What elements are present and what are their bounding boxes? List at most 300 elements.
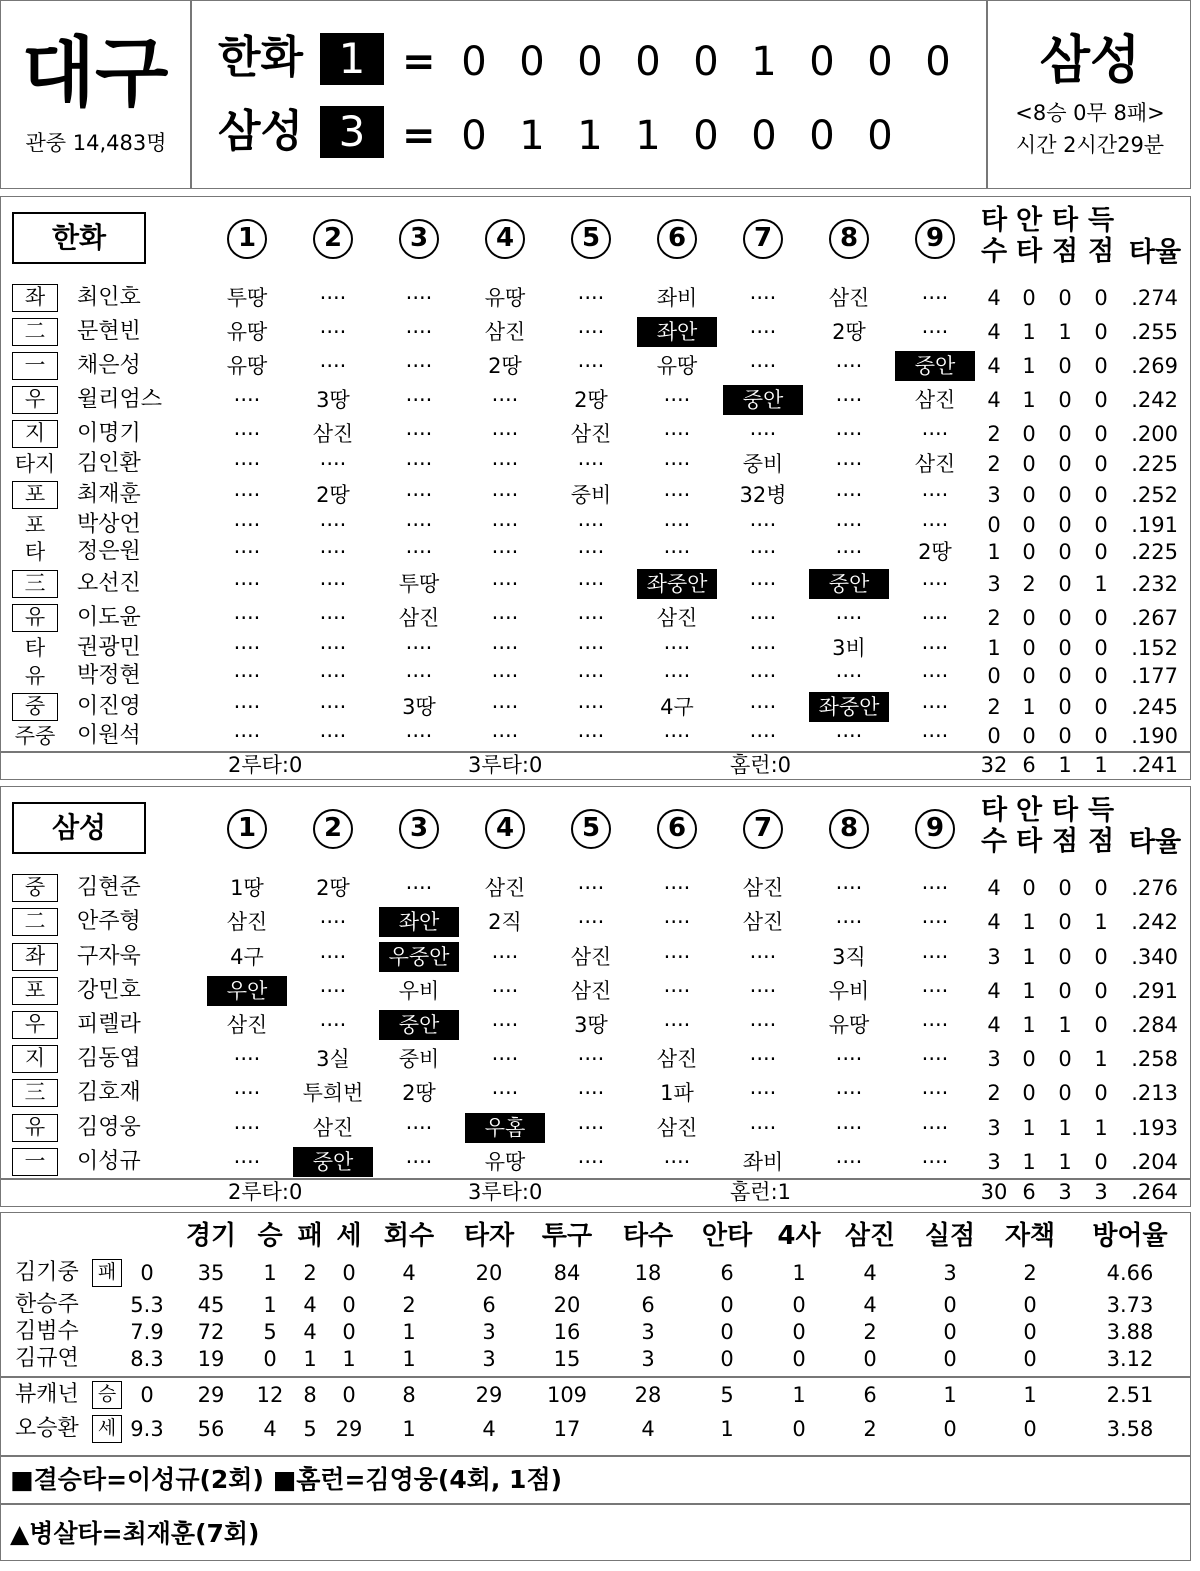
stat-r: 1 [1094, 910, 1108, 934]
decision-badge: 세 [92, 1415, 122, 1443]
player-name: 문현빈 [77, 319, 141, 344]
pitching-header: 경기 [185, 1221, 237, 1251]
position-badge: 좌 [12, 284, 58, 312]
inning-score: 0 [577, 39, 603, 85]
stat-ab: 3 [987, 483, 1001, 507]
at-bat-result: ···· [577, 452, 605, 476]
pitching-header: 승 [257, 1221, 283, 1251]
pitching-stat: 35 [197, 1261, 225, 1285]
pitching-stat: 5 [263, 1320, 277, 1344]
pitching-stat: 84 [553, 1261, 581, 1285]
pitching-stat: 0 [943, 1293, 957, 1317]
pitching-header: 자책 [1004, 1221, 1056, 1251]
position-badge: 지 [12, 420, 58, 448]
batting-avg: .190 [1131, 724, 1178, 748]
pitching-stat: 0 [263, 1347, 277, 1371]
stat-r: 1 [1094, 572, 1108, 596]
at-bat-result: ···· [749, 606, 777, 630]
position-badge: 중 [12, 874, 58, 902]
stat-h: 0 [1022, 422, 1036, 446]
batting-avg: .225 [1131, 540, 1178, 564]
at-bat-result: 삼진 [656, 1047, 698, 1071]
at-bat-result: ···· [491, 606, 519, 630]
at-bat-result: ···· [577, 286, 605, 310]
stat-ab: 4 [987, 286, 1001, 310]
stat-h: 0 [1022, 513, 1036, 537]
at-bat-result: ···· [491, 724, 519, 748]
stat-header: 점 [1051, 826, 1079, 857]
at-bat-result: 삼진 [226, 1013, 268, 1037]
batting-avg: .242 [1131, 388, 1178, 412]
at-bat-result: ···· [577, 1047, 605, 1071]
inning-header-3: 3 [399, 809, 439, 849]
position-badge: 三 [12, 570, 58, 598]
stat-rbi: 0 [1058, 724, 1072, 748]
hit-result: 우중안 [379, 942, 459, 972]
at-bat-result: ···· [491, 979, 519, 1003]
stat-r: 0 [1094, 1150, 1108, 1174]
at-bat-result: ···· [233, 452, 261, 476]
at-bat-result: ···· [491, 540, 519, 564]
avg-header: 타율 [1128, 237, 1182, 268]
pitching-stat: 1 [943, 1383, 957, 1407]
inning-score: 0 [867, 113, 893, 159]
at-bat-result: 삼진 [656, 1116, 698, 1140]
player-name: 박정현 [77, 663, 141, 688]
pitching-stat: 19 [197, 1347, 225, 1371]
total-avg: .264 [1131, 1180, 1178, 1204]
at-bat-result: 유땅 [484, 286, 526, 310]
homerun-count: 홈런:0 [730, 753, 792, 777]
batting-avg: .177 [1131, 664, 1178, 688]
at-bat-result: 2땅 [402, 1081, 436, 1105]
at-bat-result: 2땅 [574, 388, 608, 412]
inning-score: 0 [809, 39, 835, 85]
at-bat-result: ···· [577, 636, 605, 660]
at-bat-result: ···· [749, 354, 777, 378]
pitching-stat: 4 [641, 1417, 655, 1441]
at-bat-result: 3땅 [574, 1013, 608, 1037]
stat-rbi: 0 [1058, 388, 1072, 412]
inning-score: 0 [693, 39, 719, 85]
inning-score: 0 [925, 39, 951, 85]
pitcher-entry: 5.3 [130, 1293, 164, 1317]
pitching-stat: 6 [482, 1293, 496, 1317]
pitching-stat: 3 [641, 1347, 655, 1371]
at-bat-result: 4구 [230, 945, 264, 969]
stat-rbi: 0 [1058, 513, 1072, 537]
total-rbi: 1 [1058, 753, 1072, 777]
at-bat-result: ···· [319, 664, 347, 688]
at-bat-result: ···· [835, 876, 863, 900]
stat-header: 점 [1051, 236, 1079, 267]
stat-rbi: 0 [1058, 695, 1072, 719]
stat-r: 0 [1094, 513, 1108, 537]
at-bat-result: 2땅 [488, 354, 522, 378]
pitching-stat: 1 [263, 1261, 277, 1285]
at-bat-result: ···· [749, 320, 777, 344]
at-bat-result: ···· [921, 1047, 949, 1071]
pitching-stat: 0 [792, 1293, 806, 1317]
at-bat-result: ···· [577, 540, 605, 564]
batting-avg: .225 [1131, 452, 1178, 476]
stat-h: 0 [1022, 452, 1036, 476]
at-bat-result: ···· [921, 422, 949, 446]
at-bat-result: ···· [233, 483, 261, 507]
at-bat-result: ···· [921, 1150, 949, 1174]
at-bat-result: ···· [663, 636, 691, 660]
stat-r: 1 [1094, 1116, 1108, 1140]
pitching-stat: 6 [863, 1383, 877, 1407]
at-bat-result: ···· [491, 513, 519, 537]
at-bat-result: ···· [405, 540, 433, 564]
at-bat-result: ···· [405, 483, 433, 507]
at-bat-result: ···· [749, 422, 777, 446]
at-bat-result: ···· [749, 636, 777, 660]
at-bat-result: ···· [921, 1081, 949, 1105]
pitching-stat: 4 [303, 1293, 317, 1317]
at-bat-result: ···· [491, 1081, 519, 1105]
at-bat-result: ···· [749, 724, 777, 748]
pitching-stat: 2.51 [1106, 1383, 1154, 1407]
inning-header-8: 8 [829, 809, 869, 849]
at-bat-result: ···· [405, 354, 433, 378]
at-bat-result: ···· [577, 606, 605, 630]
stat-h: 1 [1022, 354, 1036, 378]
stat-header: 타 [1051, 795, 1079, 826]
at-bat-result: 2땅 [316, 876, 350, 900]
pitching-header: 실점 [924, 1221, 976, 1251]
at-bat-result: ···· [491, 636, 519, 660]
stat-header: 타 [980, 205, 1008, 236]
pitching-stat: 2 [863, 1320, 877, 1344]
stat-header: 타 [1015, 236, 1043, 267]
inning-header-8: 8 [829, 219, 869, 259]
pitching-stat: 2 [1023, 1261, 1037, 1285]
stat-rbi: 0 [1058, 945, 1072, 969]
at-bat-result: ···· [233, 540, 261, 564]
player-name: 최인호 [77, 285, 141, 310]
inning-score: 0 [809, 113, 835, 159]
player-name: 김현준 [77, 875, 141, 900]
at-bat-result: ···· [233, 664, 261, 688]
stat-h: 1 [1022, 695, 1036, 719]
pitcher-entry: 7.9 [130, 1320, 164, 1344]
at-bat-result: 삼진 [914, 388, 956, 412]
at-bat-result: ···· [921, 636, 949, 660]
at-bat-result: ···· [233, 1081, 261, 1105]
at-bat-result: ···· [749, 513, 777, 537]
stat-header: 득 [1087, 795, 1115, 826]
pitching-header: 삼진 [844, 1221, 896, 1251]
batting-avg: .213 [1131, 1081, 1178, 1105]
position-badge: 二 [12, 318, 58, 346]
at-bat-result: 3실 [316, 1047, 350, 1071]
pitcher-entry: 9.3 [130, 1417, 164, 1441]
at-bat-result: ···· [921, 695, 949, 719]
at-bat-result: ···· [921, 286, 949, 310]
pitching-stat: 5 [303, 1417, 317, 1441]
stat-h: 1 [1022, 910, 1036, 934]
stat-rbi: 1 [1058, 1013, 1072, 1037]
position-badge: 유 [12, 604, 58, 632]
pitching-stat: 0 [943, 1347, 957, 1371]
scoreboard-divider-left [190, 0, 192, 189]
position-badge: 유 [24, 664, 46, 688]
pitching-stat: 2 [863, 1417, 877, 1441]
pitching-stat: 1 [402, 1417, 416, 1441]
pitcher-entry: 8.3 [130, 1347, 164, 1371]
at-bat-result: 삼진 [570, 422, 612, 446]
pitching-header: 타자 [463, 1221, 515, 1251]
stat-rbi: 0 [1058, 664, 1072, 688]
stat-h: 0 [1022, 483, 1036, 507]
at-bat-result: 삼진 [742, 910, 784, 934]
pitching-header: 타수 [622, 1221, 674, 1251]
stat-r: 0 [1094, 695, 1108, 719]
at-bat-result: ···· [577, 320, 605, 344]
stat-ab: 3 [987, 572, 1001, 596]
stat-h: 1 [1022, 1013, 1036, 1037]
stat-rbi: 0 [1058, 540, 1072, 564]
batting-avg: .269 [1131, 354, 1178, 378]
at-bat-result: ···· [319, 606, 347, 630]
batting-avg: .191 [1131, 513, 1178, 537]
home-eq: = [402, 113, 436, 159]
at-bat-result: 3직 [832, 945, 866, 969]
at-bat-result: ···· [835, 483, 863, 507]
at-bat-result: ···· [319, 572, 347, 596]
batting-avg: .152 [1131, 636, 1178, 660]
at-bat-result: ···· [319, 452, 347, 476]
stadium-name: 대구 [21, 28, 169, 117]
pitching-stat: 0 [1023, 1320, 1037, 1344]
stat-ab: 0 [987, 513, 1001, 537]
at-bat-result: 투희번 [302, 1081, 364, 1105]
total-r: 1 [1094, 753, 1108, 777]
at-bat-result: ···· [835, 452, 863, 476]
at-bat-result: ···· [491, 695, 519, 719]
note-double-play: ▲병살타=최재훈(7회) [10, 1519, 260, 1548]
stat-header: 타 [1015, 826, 1043, 857]
position-badge: 포 [12, 481, 58, 509]
stat-ab: 3 [987, 945, 1001, 969]
stat-ab: 2 [987, 695, 1001, 719]
pitching-stat: 3.58 [1106, 1417, 1154, 1441]
pitching-stat: 3.73 [1106, 1293, 1154, 1317]
stat-rbi: 0 [1058, 910, 1072, 934]
home-team-name: 삼성 [218, 106, 304, 157]
at-bat-result: ···· [749, 979, 777, 1003]
at-bat-result: 1땅 [230, 876, 264, 900]
at-bat-result: ···· [749, 1013, 777, 1037]
stat-r: 1 [1094, 1047, 1108, 1071]
pitching-stat: 0 [342, 1261, 356, 1285]
player-name: 강민호 [77, 978, 141, 1003]
at-bat-result: 삼진 [570, 945, 612, 969]
at-bat-result: ···· [835, 1047, 863, 1071]
position-badge: 중 [12, 693, 58, 721]
at-bat-result: ···· [835, 910, 863, 934]
at-bat-result: 삼진 [484, 876, 526, 900]
pitching-stat: 45 [197, 1293, 225, 1317]
stat-r: 0 [1094, 540, 1108, 564]
note-winning-hit: ■결승타=이성규(2회) ■홈런=김영웅(4회, 1점) [10, 1465, 563, 1494]
pitching-stat: 0 [720, 1347, 734, 1371]
at-bat-result: ···· [577, 513, 605, 537]
batting-avg: .193 [1131, 1116, 1178, 1140]
at-bat-result: ···· [577, 724, 605, 748]
pitching-stat: 0 [342, 1293, 356, 1317]
at-bat-result: ···· [233, 572, 261, 596]
at-bat-result: ···· [491, 572, 519, 596]
at-bat-result: ···· [835, 606, 863, 630]
pitching-stat: 1 [1023, 1383, 1037, 1407]
inning-header-3: 3 [399, 219, 439, 259]
stat-header: 수 [980, 236, 1008, 267]
batting-avg: .242 [1131, 910, 1178, 934]
stat-ab: 4 [987, 1013, 1001, 1037]
at-bat-result: ···· [577, 1081, 605, 1105]
at-bat-result: ···· [749, 572, 777, 596]
inning-score: 0 [751, 113, 777, 159]
stat-h: 0 [1022, 724, 1036, 748]
batting-avg: .232 [1131, 572, 1178, 596]
at-bat-result: ···· [491, 664, 519, 688]
stat-r: 0 [1094, 636, 1108, 660]
pitching-header: 패 [297, 1221, 323, 1251]
pitching-stat: 1 [303, 1347, 317, 1371]
pitching-stat: 1 [402, 1320, 416, 1344]
at-bat-result: ···· [577, 876, 605, 900]
at-bat-result: ···· [319, 695, 347, 719]
batting-avg: .276 [1131, 876, 1178, 900]
avg-header: 타율 [1128, 827, 1182, 858]
at-bat-result: ···· [663, 388, 691, 412]
player-name: 김영웅 [77, 1115, 141, 1140]
pitching-stat: 109 [546, 1383, 588, 1407]
at-bat-result: ···· [491, 1047, 519, 1071]
batting-avg: .267 [1131, 606, 1178, 630]
at-bat-result: 우비 [398, 979, 440, 1003]
pitching-header: 안타 [701, 1221, 753, 1251]
inning-score: 1 [635, 113, 661, 159]
stat-r: 0 [1094, 606, 1108, 630]
stat-rbi: 0 [1058, 1047, 1072, 1071]
total-h: 6 [1022, 1180, 1036, 1204]
at-bat-result: ···· [233, 388, 261, 412]
pitcher-name: 김규연 [15, 1346, 79, 1371]
at-bat-result: 삼진 [570, 979, 612, 1003]
pitching-stat: 18 [634, 1261, 662, 1285]
at-bat-result: 2땅 [316, 483, 350, 507]
stat-h: 0 [1022, 606, 1036, 630]
stat-header: 타 [1051, 205, 1079, 236]
stat-ab: 0 [987, 664, 1001, 688]
at-bat-result: ···· [577, 664, 605, 688]
at-bat-result: 중비 [570, 483, 612, 507]
pitching-stat: 3 [943, 1261, 957, 1285]
stat-r: 0 [1094, 979, 1108, 1003]
stat-ab: 1 [987, 636, 1001, 660]
stat-rbi: 0 [1058, 422, 1072, 446]
at-bat-result: ···· [491, 452, 519, 476]
pitching-stat: 72 [197, 1320, 225, 1344]
pitching-stat: 3.88 [1106, 1320, 1154, 1344]
batting-avg: .258 [1131, 1047, 1178, 1071]
stat-rbi: 1 [1058, 320, 1072, 344]
pitching-stat: 0 [792, 1320, 806, 1344]
player-name: 이원석 [77, 723, 141, 748]
at-bat-result: ···· [405, 422, 433, 446]
at-bat-result: ···· [233, 636, 261, 660]
at-bat-result: ···· [663, 422, 691, 446]
inning-header-6: 6 [657, 219, 697, 259]
stat-rbi: 0 [1058, 452, 1072, 476]
at-bat-result: ···· [663, 876, 691, 900]
stat-rbi: 0 [1058, 572, 1072, 596]
stat-r: 0 [1094, 422, 1108, 446]
inning-header-1: 1 [227, 219, 267, 259]
pitcher-name: 뷰캐넌 [15, 1382, 79, 1407]
pitcher-entry: 0 [140, 1261, 154, 1285]
inning-score: 1 [577, 113, 603, 159]
stat-h: 2 [1022, 572, 1036, 596]
stat-ab: 3 [987, 1116, 1001, 1140]
at-bat-result: 투땅 [398, 572, 440, 596]
player-name: 채은성 [77, 353, 141, 378]
stat-rbi: 0 [1058, 979, 1072, 1003]
at-bat-result: ···· [405, 320, 433, 344]
stat-header: 안 [1015, 795, 1043, 826]
at-bat-result: ···· [749, 1116, 777, 1140]
at-bat-result: 삼진 [226, 910, 268, 934]
player-name: 윌리엄스 [77, 387, 163, 412]
pitching-stat: 56 [197, 1417, 225, 1441]
at-bat-result: 3땅 [316, 388, 350, 412]
at-bat-result: ···· [405, 724, 433, 748]
inning-score: 0 [867, 39, 893, 85]
player-name: 박상언 [77, 512, 141, 537]
away-total-score: 1 [320, 33, 384, 85]
home-total-score: 3 [320, 106, 384, 158]
total-ab: 30 [980, 1180, 1008, 1204]
stat-ab: 4 [987, 354, 1001, 378]
stat-r: 0 [1094, 876, 1108, 900]
stat-h: 0 [1022, 1047, 1036, 1071]
home-team-label: 삼성 [12, 802, 146, 854]
position-badge: 우 [12, 1011, 58, 1039]
at-bat-result: ···· [319, 910, 347, 934]
at-bat-result: ···· [491, 945, 519, 969]
at-bat-result: 삼진 [312, 1116, 354, 1140]
at-bat-result: 2직 [488, 910, 522, 934]
triples-count: 3루타:0 [468, 1180, 543, 1204]
stat-header: 점 [1087, 236, 1115, 267]
away-team-name: 한화 [218, 32, 304, 83]
at-bat-result: ···· [835, 388, 863, 412]
hit-result: 우홈 [465, 1113, 545, 1143]
position-badge: 타 [24, 540, 46, 564]
at-bat-result: ···· [233, 724, 261, 748]
player-name: 정은원 [77, 539, 141, 564]
position-badge: 타지 [14, 452, 56, 476]
at-bat-result: ···· [233, 1150, 261, 1174]
at-bat-result: ···· [577, 354, 605, 378]
stat-h: 1 [1022, 1150, 1036, 1174]
at-bat-result: 유땅 [656, 354, 698, 378]
at-bat-result: ···· [749, 664, 777, 688]
